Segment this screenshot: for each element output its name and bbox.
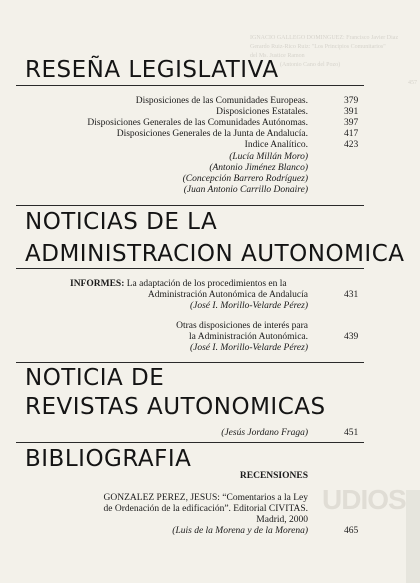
toc-entry-text: Disposiciones Generales de la Junta de Andalucía.: [116, 129, 308, 139]
toc-entry-page: 439: [344, 332, 359, 342]
section-rule: [16, 205, 364, 206]
section-title-revistas-line2: REVISTAS AUTONOMICAS: [25, 394, 326, 420]
toc-entry-page: 379: [344, 96, 359, 106]
section-rule: [16, 362, 364, 363]
toc-entry-page: 451: [344, 428, 359, 438]
toc-author: (Luis de la Morena y de la Morena): [172, 526, 308, 536]
toc-entry-text: Disposiciones de las Comunidades Europeas.: [135, 96, 308, 106]
toc-entry-page: 397: [344, 118, 359, 128]
section-rule: [16, 442, 364, 443]
recension-line1: GONZALEZ PEREZ, JESUS: “Comentarios a la Ley: [103, 493, 308, 503]
section-title-revistas-line1: NOTICIA DE: [25, 365, 165, 391]
recension-line2: de Ordenación de la edificación”. Editorial CIVITAS.: [103, 504, 308, 514]
section-title-bibliografia: BIBLIOGRAFIA: [25, 446, 192, 472]
toc-entry-page: 417: [344, 129, 359, 139]
informes-entry-line: [70, 279, 287, 290]
toc-entry-text: Disposiciones Estatales.: [216, 107, 308, 117]
toc-author: (Juan Antonio Carrillo Donaire): [183, 185, 308, 195]
informe-title-line2: Administración Autonómica de Andalucía: [147, 290, 308, 300]
section-title-resena-legislativa: RESEÑA LEGISLATIVA: [25, 57, 279, 83]
toc-entry-text: Disposiciones Generales de las Comunidades Autónomas.: [87, 118, 308, 128]
toc-entry-text: Indice Analítico.: [244, 140, 308, 150]
informes-label: INFORMES:: [70, 279, 125, 289]
toc-author: (Jesús Jordano Fraga): [221, 428, 308, 438]
toc-entry-page: 431: [344, 290, 359, 300]
toc-author: (José I. Morillo-Velarde Pérez): [189, 343, 308, 353]
toc-entry-page: 465: [344, 526, 359, 536]
toc-entry-page: 391: [344, 107, 359, 117]
page-edge-shadow: [406, 490, 420, 583]
section-title-noticias-line1: NOTICIAS DE LA: [25, 209, 218, 235]
background-show-through-text: IGNACIO GALLEGO DOMINGUEZ: Francisco Javier Díaz Gerardo Ruiz-Rico Ruiz: "Los Principios Comunitarios" del Ms. Justice Ramon (Antonio Cano del Pozo) 457: [250, 35, 417, 86]
informe-title-line1: La adaptación de los procedimientos en la: [126, 279, 287, 289]
toc-author: (Concepción Barrero Rodríguez): [182, 174, 308, 184]
toc-author: (Lucía Millán Moro): [229, 152, 308, 162]
toc-author: (Antonio Jiménez Blanco): [209, 163, 308, 173]
informe-title-line1: Otras disposiciones de interés para: [176, 321, 308, 331]
toc-author: (José I. Morillo-Velarde Pérez): [189, 301, 308, 311]
section-title-noticias-line2: ADMINISTRACION AUTONOMICA: [25, 241, 405, 267]
background-show-through-fragment: UDIOS: [322, 484, 406, 515]
section-rule: [16, 268, 364, 269]
section-rule: [16, 85, 364, 86]
recension-line3: Madrid, 2000: [256, 515, 308, 525]
toc-entry-page: 423: [344, 140, 359, 150]
informe-title-line2: la Administración Autonómica.: [189, 332, 308, 342]
recensiones-heading: RECENSIONES: [239, 471, 308, 481]
